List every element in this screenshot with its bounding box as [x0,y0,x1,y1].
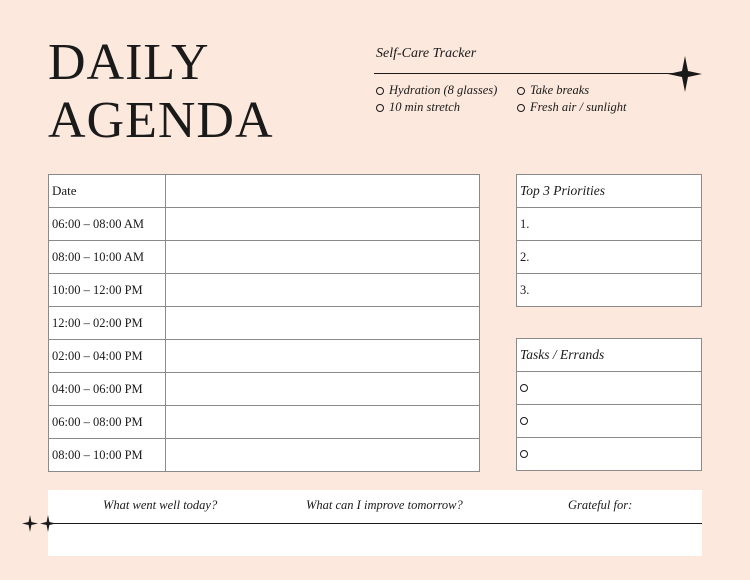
tasks-heading: Tasks / Errands [517,339,702,372]
table-row [517,438,702,471]
went-well-label: What went well today? [103,498,218,512]
improve-label: What can I improve tomorrow? [306,498,463,512]
agenda-entry-field[interactable] [166,439,480,472]
time-slot-label: 08:00 – 10:00 AM [49,241,166,274]
table-row [517,274,702,307]
time-slot-label: 06:00 – 08:00 PM [49,406,166,439]
table-row [517,241,702,274]
checkbox-circle-icon[interactable] [376,104,384,112]
table-row [49,340,480,373]
time-slot-label: 10:00 – 12:00 PM [49,274,166,307]
table-row [49,175,480,208]
agenda-entry-field[interactable] [166,307,480,340]
table-row [517,339,702,372]
agenda-entry-field[interactable] [166,208,480,241]
page-title [48,34,274,150]
table-row [49,274,480,307]
agenda-entry-field[interactable] [166,340,480,373]
self-care-divider [374,73,674,74]
time-slot-label: 06:00 – 08:00 AM [49,208,166,241]
sparkle-star-icon [22,515,38,532]
self-care-item-stretch[interactable]: 10 min stretch [376,100,460,115]
grateful-label: Grateful for: [568,498,633,512]
table-row [49,406,480,439]
table-row [49,373,480,406]
table-row [517,372,702,405]
self-care-item-fresh-air[interactable]: Fresh air / sunlight [517,100,626,115]
table-row [49,439,480,472]
time-slot-label: 08:00 – 10:00 PM [49,439,166,472]
time-slot-label: 04:00 – 06:00 PM [49,373,166,406]
reflection-section[interactable] [48,490,702,556]
self-care-item-breaks[interactable]: Take breaks [517,83,589,98]
priorities-table [516,174,702,307]
priority-item[interactable]: 2. [517,241,702,274]
agenda-entry-field[interactable] [166,406,480,439]
task-item[interactable] [517,405,702,438]
table-row [49,208,480,241]
date-field[interactable] [166,175,480,208]
table-row [517,175,702,208]
reflection-divider [48,523,702,524]
table-row [517,405,702,438]
tasks-table [516,338,702,471]
self-care-heading: Self-Care Tracker [376,46,477,61]
title-line-1: DAILY [48,34,210,91]
checkbox-circle-icon[interactable] [517,87,525,95]
task-item[interactable] [517,372,702,405]
sparkle-star-icon [668,56,702,92]
checkbox-circle-icon[interactable] [376,87,384,95]
checkbox-circle-icon[interactable] [517,104,525,112]
agenda-table [48,174,480,472]
priority-item[interactable]: 1. [517,208,702,241]
time-slot-label: 02:00 – 04:00 PM [49,340,166,373]
priorities-heading: Top 3 Priorities [517,175,702,208]
agenda-entry-field[interactable] [166,373,480,406]
sparkle-star-icon [40,515,56,532]
checkbox-circle-icon[interactable] [520,417,528,425]
task-item[interactable] [517,438,702,471]
priority-item[interactable]: 3. [517,274,702,307]
self-care-item-hydration[interactable]: Hydration (8 glasses) [376,83,497,98]
table-row [49,241,480,274]
time-slot-label: 12:00 – 02:00 PM [49,307,166,340]
date-label: Date [49,175,166,208]
table-row [49,307,480,340]
agenda-entry-field[interactable] [166,274,480,307]
table-row [517,208,702,241]
agenda-entry-field[interactable] [166,241,480,274]
title-line-2: AGENDA [48,92,274,149]
checkbox-circle-icon[interactable] [520,450,528,458]
checkbox-circle-icon[interactable] [520,384,528,392]
